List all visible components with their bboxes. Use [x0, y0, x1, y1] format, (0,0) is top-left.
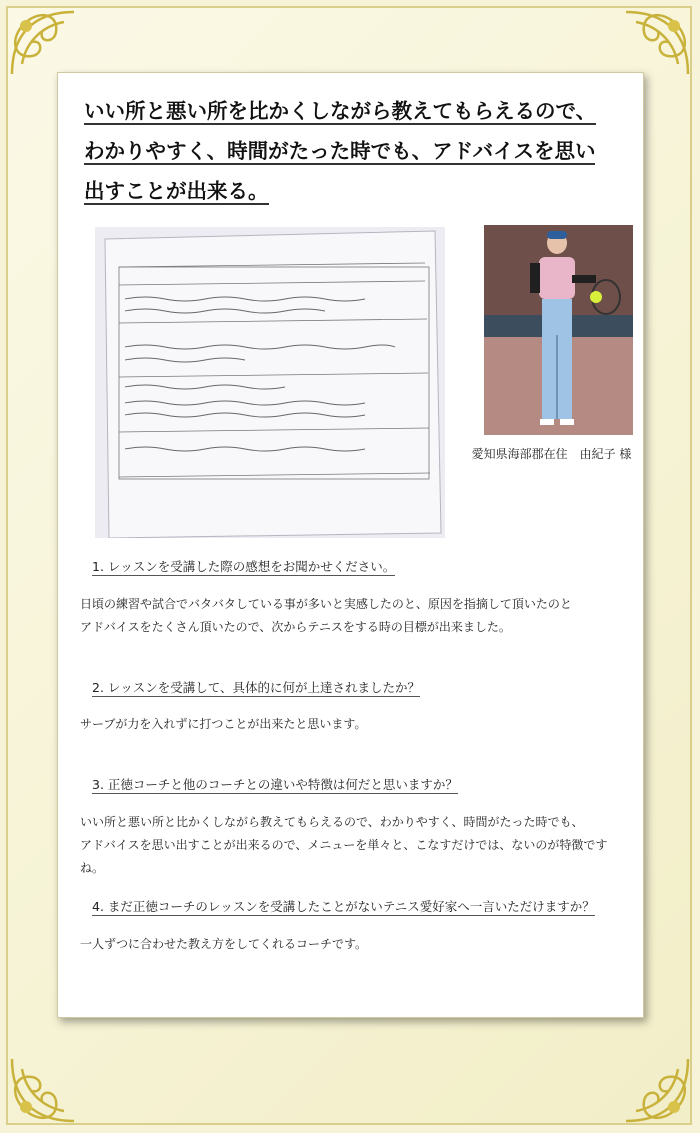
- ornament-corner-icon: [606, 1039, 696, 1129]
- answer-3: いい所と悪い所と比かくしながら教えてもらえるので、わかりやすく、時間がたった時でも、 アドバイスを思い出すことが出来るので、メニューを単々と、こなすだけでは、ないのが特徴ですね。: [80, 815, 608, 875]
- headline-line: 出すことが出来る。: [84, 179, 269, 203]
- customer-caption: 愛知県海部郡在住 由紀子 様: [471, 447, 632, 461]
- question-1: 1. レッスンを受講した際の感想をお聞かせください。: [92, 559, 396, 574]
- question-2: 2. レッスンを受講して、具体的に何が上達されましたか？: [92, 680, 421, 695]
- answer-4: 一人ずつに合わせた教え方をしてくれるコーチです。: [80, 937, 368, 951]
- headline-line: わかりやすく、時間がたった時でも、アドバイスを思い: [84, 139, 596, 163]
- question-3: 3. 正徳コーチと他のコーチとの違いや特徴は何だと思いますか？: [92, 777, 458, 792]
- question-4: 4. まだ正徳コーチのレッスンを受講したことがないテニス愛好家へ一言いただけますか？: [92, 899, 595, 914]
- answer-2: サーブが力を入れずに打つことが出来たと思います。: [80, 717, 367, 731]
- headline-line: いい所と悪い所を比かくしながら教えてもらえるので、: [84, 99, 597, 123]
- headline: [84, 91, 614, 211]
- ornament-corner-icon: [4, 1039, 94, 1129]
- testimonial-card: [57, 72, 644, 1018]
- survey-sheet-photo: [95, 227, 445, 538]
- customer-photo: [484, 225, 633, 435]
- answer-1: 日頃の練習や試合でバタバタしている事が多いと実感したのと、原因を指摘して頂いたのと アドバイスをたくさん頂いたので、次からテニスをする時の目標が出来ました。: [80, 597, 572, 634]
